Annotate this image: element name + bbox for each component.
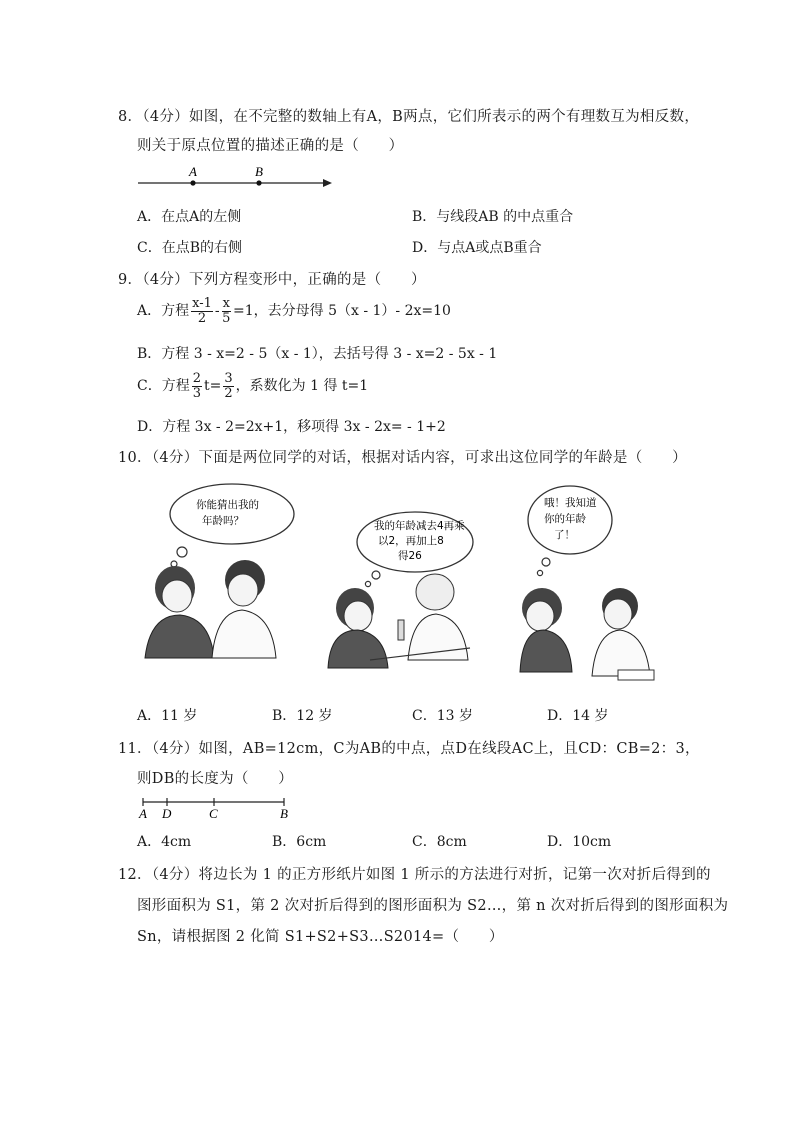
label-a: A xyxy=(189,164,197,179)
number-line-arrow xyxy=(323,179,332,187)
q9-option-d: D．方程 3x - 2=2x+1，移项得 3x - 2x= - 1+2 xyxy=(137,419,446,435)
q9-a-frac2-num: x xyxy=(222,295,230,311)
bubble2-line3: 得26 xyxy=(398,550,422,562)
q8-option-d: D．与点A或点B重合 xyxy=(412,240,542,256)
q9-a-fraction-2 xyxy=(222,297,231,326)
bubble1-line2: 年龄吗？ xyxy=(202,515,244,527)
q8-stem-line2: 则关于原点位置的描述正确的是（ ） xyxy=(137,138,404,154)
q12-line1: 12．（4分）将边长为 1 的正方形纸片如图 1 所示的方法进行对折，记第一次对折后得到的 xyxy=(118,867,711,883)
q9-a-prefix: A．方程 xyxy=(137,303,190,319)
point-a xyxy=(190,180,195,185)
q11-stem-line2: 则DB的长度为（ ） xyxy=(137,771,294,787)
bubble2-line2: 以2，再加上8 xyxy=(378,535,444,547)
q9-c-frac2-den: 2 xyxy=(224,385,233,401)
q9-option-b: B．方程 3 - x=2 - 5（x - 1），去括号得 3 - x=2 - 5x - 1 xyxy=(137,346,498,362)
panel-2-kids xyxy=(328,574,470,668)
label-a: A xyxy=(139,806,147,821)
q9-a-fraction-1 xyxy=(191,297,213,326)
label-b: B xyxy=(280,806,288,821)
q12-line2: 图形面积为 S1，第 2 次对折后得到的图形面积为 S2…，第 n 次对折后得到的图形面积为 xyxy=(137,898,729,914)
bubble1-line1: 你能猜出我的 xyxy=(196,499,259,511)
q9-a-frac2-den: 5 xyxy=(222,310,231,326)
q10-option-a: A．11 岁 xyxy=(137,708,198,724)
bubble3-line2: 你的年龄 xyxy=(544,513,586,525)
q9-a-frac1-den: 2 xyxy=(197,310,207,326)
q9-option-c xyxy=(137,371,368,401)
label-c: C xyxy=(209,806,218,821)
number-line-figure xyxy=(134,164,339,194)
q11-option-d: D．10cm xyxy=(547,834,612,850)
q8-stem-line1: 8．（4分）如图，在不完整的数轴上有A，B两点，它们所表示的两个有理数互为相反数， xyxy=(118,109,700,125)
q9-c-suffix: ，系数化为 1 得 t=1 xyxy=(235,378,369,394)
q9-stem: 9．（4分）下列方程变形中，正确的是（ ） xyxy=(118,272,426,288)
segment-figure xyxy=(136,794,296,824)
label-b: B xyxy=(255,164,263,179)
bubble3-line1: 哦！我知道 xyxy=(544,497,597,509)
q9-c-fraction-1 xyxy=(192,372,202,401)
q9-a-frac1-num: x-1 xyxy=(192,295,212,311)
q8-option-c: C．在点B的右侧 xyxy=(137,240,242,256)
thought-bubble-3 xyxy=(528,486,612,576)
q10-option-d: D．14 岁 xyxy=(547,708,609,724)
q9-c-frac2-num: 3 xyxy=(224,370,233,386)
q12-line3: Sn，请根据图 2 化简 S1+S2+S3…S2014=（ ） xyxy=(137,929,504,945)
q10-stem: 10．（4分）下面是两位同学的对话，根据对话内容，可求出这位同学的年龄是（ ） xyxy=(118,450,687,466)
point-b xyxy=(256,180,261,185)
label-d: D xyxy=(162,806,172,821)
q9-a-suffix: =1，去分母得 5（x - 1）- 2x=10 xyxy=(232,303,451,319)
thought-bubble-2 xyxy=(357,512,473,587)
q8-option-b: B．与线段AB 的中点重合 xyxy=(412,209,574,225)
panel-1-kids xyxy=(145,560,276,658)
q9-a-minus: - xyxy=(214,303,220,319)
q11-option-b: B．6cm xyxy=(272,834,327,850)
q10-option-c: C．13 岁 xyxy=(412,708,473,724)
panel-3-kids xyxy=(520,588,654,680)
bubble3-line3: 了！ xyxy=(554,529,575,541)
q8-option-a: A．在点A的左侧 xyxy=(137,209,242,225)
q10-option-b: B．12 岁 xyxy=(272,708,333,724)
q9-c-mid: t= xyxy=(204,378,222,394)
q9-c-frac1-num: 2 xyxy=(192,370,201,386)
q9-c-prefix: C．方程 xyxy=(137,378,190,394)
dialogue-illustration xyxy=(130,480,665,690)
bubble2-line1: 我的年龄减去4再乘 xyxy=(374,520,465,532)
q9-c-fraction-2 xyxy=(223,372,233,401)
q9-c-frac1-den: 3 xyxy=(192,385,201,401)
q11-stem-line1: 11．（4分）如图，AB=12cm，C为AB的中点，点D在线段AC上，且CD：CB=2：3， xyxy=(118,741,700,757)
q11-option-c: C．8cm xyxy=(412,834,467,850)
thought-bubble-1 xyxy=(170,484,294,567)
q9-option-a xyxy=(137,296,451,326)
q11-option-a: A．4cm xyxy=(137,834,192,850)
